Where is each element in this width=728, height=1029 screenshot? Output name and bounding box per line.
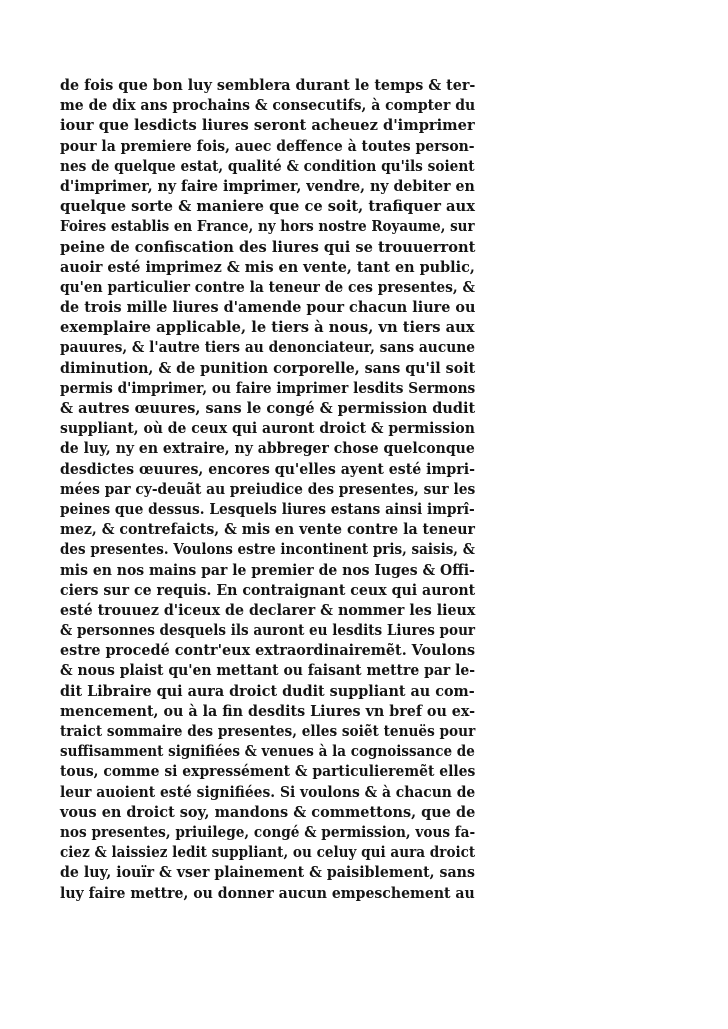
text-line: qu'en particulier contre la teneur de ces presentes, &: [60, 278, 475, 296]
text-line: & autres œuures, sans le congé & permission dudit: [60, 400, 476, 417]
text-line: des presentes. Voulons estre incontinent pris, saisis, &: [60, 541, 475, 559]
text-line: quelque sorte & maniere que ce soit, trafiquer aux: [60, 198, 475, 216]
text-line: ciez & laissiez ledit suppliant, ou celuy qui aura droict: [60, 844, 476, 862]
text-line: mez, & contrefaicts, & mis en vente contre la teneur: [60, 521, 475, 539]
text-line: dit Libraire qui aura droict dudit suppliant au com-: [60, 682, 475, 700]
text-line: mencement, ou à la fin desdits Liures vn bref ou ex-: [60, 702, 476, 720]
text-line: mis en nos mains par le premier de nos Iuges & Offi-: [60, 561, 475, 579]
text-line: auoir esté imprimez & mis en vente, tant en public,: [60, 258, 475, 276]
text-line: nes de quelque estat, qualité & condition qu'ils soient: [60, 157, 475, 175]
text-line: pauures, & l'autre tiers au denonciateur, sans aucune: [60, 339, 475, 357]
text-line: tous, comme si expressément & particulieremẽt elles: [60, 763, 476, 781]
text-line: luy faire mettre, ou donner aucun empeschement au: [60, 884, 475, 902]
text-line: me de dix ans prochains & consecutifs, à compter du: [60, 97, 476, 115]
text-line: peines que dessus. Lesquels liures estans ainsi imprî-: [60, 500, 475, 518]
text-line: permis d'imprimer, ou faire imprimer lesdits Sermons: [60, 379, 476, 397]
text-line: Foires establis en France, ny hors nostre Royaume, sur: [60, 218, 475, 236]
text-line: leur auoient esté signifiées. Si voulons & à chacun de: [60, 783, 476, 801]
text-line: mées par cy-deuãt au preiudice des presentes, sur les: [60, 480, 476, 498]
text-line: desdictes œuures, encores qu'elles ayent esté impri-: [60, 460, 475, 478]
text-line: peine de confiscation des liures qui se trouuerront: [60, 238, 476, 256]
text-line: suppliant, où de ceux qui auront droict & permission: [60, 420, 475, 438]
text-line: iour que lesdicts liures seront acheuez d'imprimer: [60, 117, 475, 135]
text-line: estre procedé contr'eux extraordinairemẽt. Voulons: [60, 642, 476, 660]
text-line: & personnes desquels ils auront eu lesdits Liures pour: [60, 622, 476, 640]
text-line: de luy, ny en extraire, ny abbreger chose quelconque: [60, 440, 475, 458]
text-line: pour la premiere fois, auec deffence à toutes person-: [60, 137, 475, 155]
text-line: d'imprimer, ny faire imprimer, vendre, ny debiter en: [60, 177, 475, 195]
text-line: suffisamment signifiées & venues à la cognoissance de: [60, 743, 475, 761]
text-line: de luy, iouïr & vser plainement & paisiblement, sans: [60, 864, 475, 882]
text-line: de fois que bon luy semblera durant le temps & ter-: [60, 77, 476, 94]
text-line: vous en droict soy, mandons & commettons, que de: [60, 803, 476, 821]
text-line: ciers sur ce requis. En contraignant ceux qui auront: [60, 581, 476, 599]
text-line: esté trouuez d'iceux de declarer & nommer les lieux: [60, 601, 476, 619]
text-line: nos presentes, priuilege, congé & permission, vous fa-: [60, 823, 476, 841]
text-line: diminution, & de punition corporelle, sans qu'il soit: [60, 359, 476, 377]
body-text: [60, 76, 475, 904]
text-line: & nous plaist qu'en mettant ou faisant mettre par le-: [60, 662, 476, 680]
text-line: traict sommaire des presentes, elles soiẽt tenuës pour: [60, 723, 476, 740]
text-line: de trois mille liures d'amende pour chacun liure ou: [60, 299, 476, 317]
text-line: exemplaire applicable, le tiers à nous, vn tiers aux: [60, 319, 475, 337]
